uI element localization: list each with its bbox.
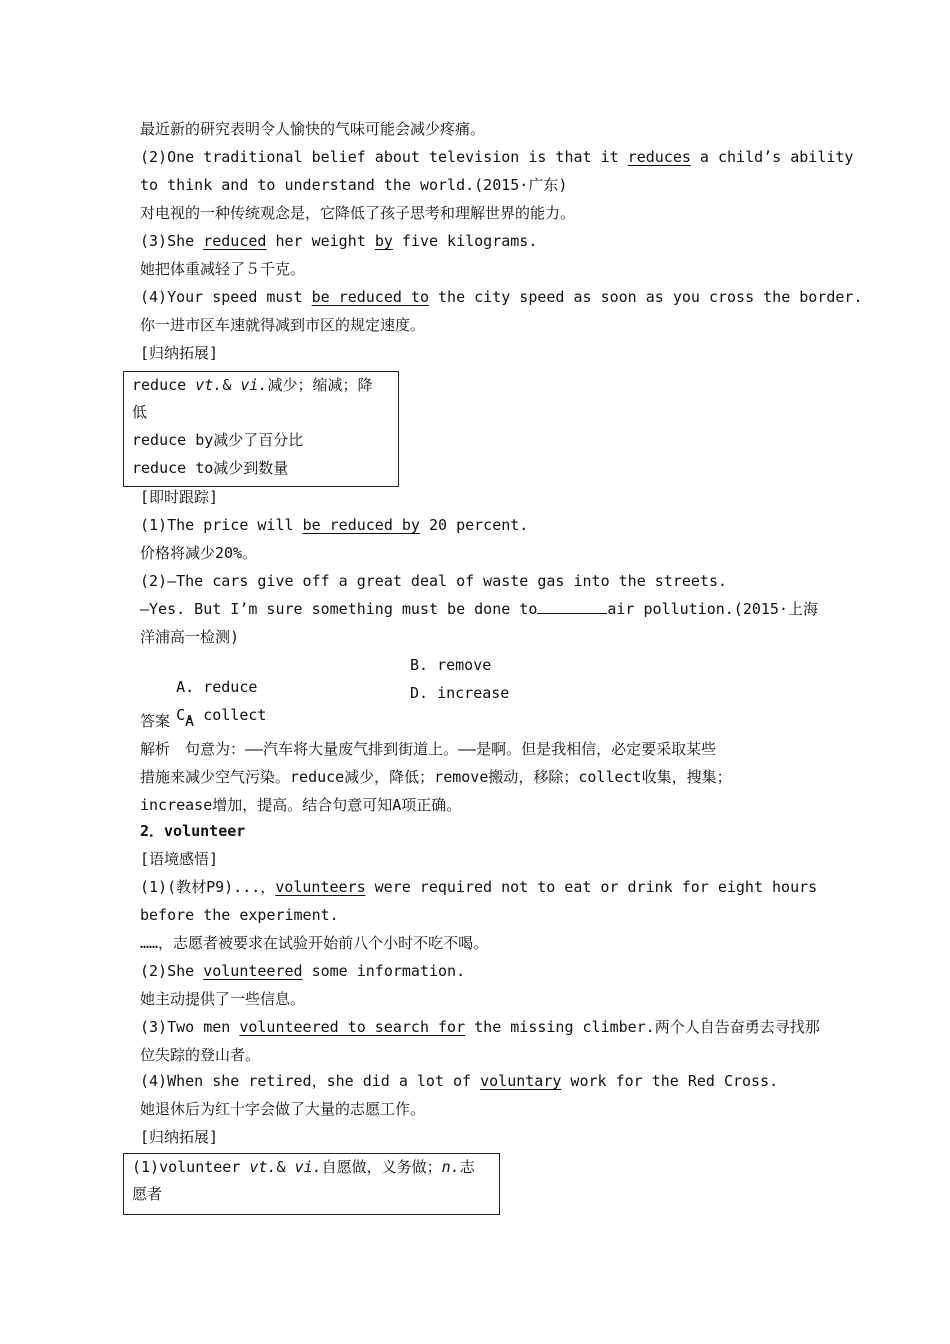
box-line: 愿者 — [132, 1185, 163, 1203]
text: her weight — [266, 232, 375, 250]
text: some information. — [302, 962, 466, 980]
answer: 答案 A — [140, 712, 195, 730]
text: 志 — [459, 1158, 475, 1176]
context-3 — [140, 1016, 820, 1038]
context-1-cont: before the experiment. — [140, 906, 339, 924]
box-line: reduce by减少了百分比 — [132, 431, 304, 449]
box-line — [132, 374, 372, 396]
pos-tag: vt. — [249, 1158, 277, 1176]
example-2 — [140, 146, 853, 168]
underlined-word: voluntary — [480, 1072, 562, 1090]
context-2-translation: 她主动提供了一些信息。 — [140, 990, 306, 1008]
text: (2)She — [140, 962, 204, 980]
analysis: 措施来减少空气污染。reduce减少，降低；remove搬动，移除；collect收集，搜集； — [140, 768, 732, 786]
underlined-phrase: be reduced by — [302, 516, 420, 534]
track-2-source: 洋浦高一检测) — [140, 628, 240, 646]
text: reduce — [132, 376, 196, 394]
text: (1)(教材P9)...， — [140, 878, 276, 896]
example-3-translation: 她把体重减轻了５千克。 — [140, 260, 306, 278]
example-3 — [140, 230, 537, 252]
text: work for the Red Cross. — [561, 1072, 779, 1090]
track-1 — [140, 514, 528, 536]
box-line: 低 — [132, 403, 148, 421]
track-1-translation: 价格将减少20%。 — [140, 544, 258, 562]
example-4-translation: 你一进市区车速就得减到市区的规定速度。 — [140, 316, 426, 334]
context-heading: [语境感悟] — [140, 850, 219, 868]
text: (4)When she retired，she did a lot of — [140, 1072, 481, 1090]
track-heading: [即时跟踪] — [140, 488, 219, 506]
context-1-translation: ……，志愿者被要求在试验开始前八个小时不吃不喝。 — [140, 934, 489, 952]
option-c: C. collect — [176, 706, 267, 724]
text: (4)Your speed must — [140, 288, 312, 306]
example-2-translation: 对电视的一种传统观念是，它降低了孩子思考和理解世界的能力。 — [140, 204, 576, 222]
option-a: A. reduce — [176, 678, 258, 696]
text: 20 percent. — [419, 516, 529, 534]
text: were required not to eat or drink for eight hours — [365, 878, 818, 896]
text: & — [222, 376, 241, 394]
text: 自愿做，义务做； — [321, 1158, 442, 1176]
text: & — [276, 1158, 295, 1176]
text: the missing climber.两个人自告奋勇去寻找那 — [465, 1018, 820, 1036]
box-line — [132, 1156, 475, 1178]
pos-tag: n. — [441, 1158, 460, 1176]
option-b: B. remove — [410, 656, 492, 674]
text: (1)The price will — [140, 516, 303, 534]
example-4 — [140, 286, 862, 308]
summary-box — [123, 1153, 500, 1215]
context-4 — [140, 1070, 778, 1092]
text: (3)She — [140, 232, 204, 250]
paragraph: 最近新的研究表明令人愉快的气味可能会减少疼痛。 — [140, 120, 486, 138]
option-d: D. increase — [410, 684, 510, 702]
example-2-cont: to think and to understand the world.(2015·广东) — [140, 176, 568, 194]
context-4-translation: 她退休后为红十字会做了大量的志愿工作。 — [140, 1100, 426, 1118]
answer-blank — [537, 599, 607, 614]
context-2 — [140, 960, 465, 982]
context-3-cont: 位失踪的登山者。 — [140, 1046, 261, 1064]
context-1 — [140, 876, 817, 898]
underlined-word: be reduced to — [311, 288, 429, 306]
pos-tag: vi. — [294, 1158, 322, 1176]
underlined-word: by — [374, 232, 393, 250]
pos-tag: vt. — [195, 376, 223, 394]
summary-heading: [归纳拓展] — [140, 1128, 219, 1146]
pos-tag: vi. — [240, 376, 268, 394]
box-line: reduce to减少到数量 — [132, 459, 289, 477]
text: a child’s ability — [690, 148, 854, 166]
text: five kilograms. — [392, 232, 538, 250]
text: (2)One traditional belief about television is that it — [140, 148, 628, 166]
underlined-word: volunteers — [275, 878, 366, 896]
text: the city speed as soon as you cross the border. — [429, 288, 863, 306]
underlined-phrase: volunteered to search for — [239, 1018, 466, 1036]
underlined-word: reduces — [627, 148, 691, 166]
track-2-cont — [140, 598, 818, 620]
section-title: 2．volunteer — [140, 822, 246, 840]
text: 减少；缩减；降 — [267, 376, 373, 394]
summary-box — [123, 371, 399, 487]
text: —Yes. But I’m sure something must be done to — [140, 600, 538, 618]
analysis: 解析 句意为：——汽车将大量废气排到街道上。——是啊。但是我相信，必定要采取某些 — [140, 740, 717, 758]
track-2: (2)—The cars give off a great deal of waste gas into the streets. — [140, 572, 727, 590]
summary-heading: [归纳拓展] — [140, 344, 219, 362]
text: (1)volunteer — [132, 1158, 250, 1176]
underlined-word: reduced — [203, 232, 267, 250]
text: (3)Two men — [140, 1018, 240, 1036]
underlined-word: volunteered — [203, 962, 303, 980]
text: air pollution.(2015·上海 — [607, 600, 818, 618]
analysis: increase增加，提高。结合句意可知A项正确。 — [140, 796, 462, 814]
